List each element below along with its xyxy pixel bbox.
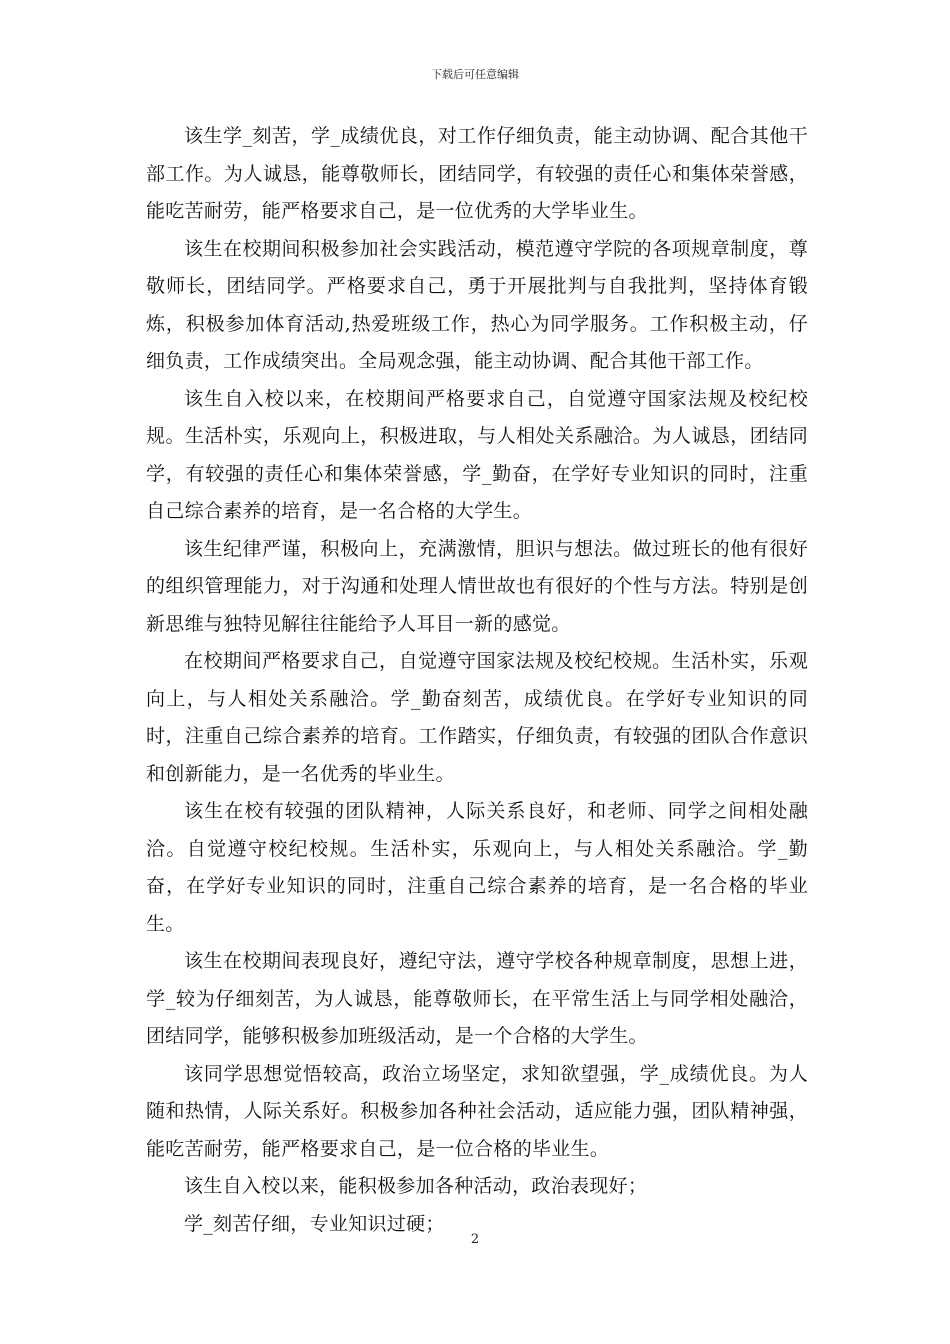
document-body xyxy=(146,118,808,1243)
paragraph-9: 该生自入校以来，能积极参加各种活动，政治表现好； xyxy=(184,1175,648,1197)
paragraph-7: 该生在校期间表现良好，遵纪守法，遵守学校各种规章制度，思想上进，学_较为仔细刻苦，为人诚恳，能尊敬师长，在平常生活上与同学相处融洽，团结同学，能够积极参加班级活动，是一个合格的大学生。 xyxy=(146,950,808,1047)
paragraph-2: 该生在校期间积极参加社会实践活动，模范遵守学院的各项规章制度，尊敬师长，团结同学。严格要求自己，勇于开展批判与自我批判，坚持体育锻炼，积极参加体育活动,热爱班级工作，热心为同学服务。工作积极主动，仔细负责，工作成绩突出。全局观念强，能主动协调、配合其他干部工作。 xyxy=(146,237,808,372)
page-number: 2 xyxy=(470,1232,480,1247)
paragraph-1: 该生学_刻苦，学_成绩优良，对工作仔细负责，能主动协调、配合其他干部工作。为人诚恳，能尊敬师长，团结同学，有较强的责任心和集体荣誉感，能吃苦耐劳，能严格要求自己，是一位优秀的大学毕业生。 xyxy=(146,125,808,222)
paragraph-4: 该生纪律严谨，积极向上，充满激情，胆识与想法。做过班长的他有很好的组织管理能力，对于沟通和处理人情世故也有很好的个性与方法。特别是创新思维与独特见解往往能给予人耳目一新的感觉。 xyxy=(146,537,808,635)
paragraph-10: 学_刻苦仔细，专业知识过硬； xyxy=(184,1212,445,1235)
paragraph-6: 该生在校有较强的团队精神，人际关系良好，和老师、同学之间相处融洽。自觉遵守校纪校规。生活朴实，乐观向上，与人相处关系融洽。学_勤奋，在学好专业知识的同时，注重自己综合素养的培育，是一名合格的毕业生。 xyxy=(146,800,808,935)
paragraph-5: 在校期间严格要求自己，自觉遵守国家法规及校纪校规。生活朴实，乐观向上，与人相处关系融洽。学_勤奋刻苦，成绩优良。在学好专业知识的同时，注重自己综合素养的培育。工作踏实，仔细负责，有较强的团队合作意识和创新能力，是一名优秀的毕业生。 xyxy=(146,650,808,785)
paragraph-3: 该生自入校以来，在校期间严格要求自己，自觉遵守国家法规及校纪校规。生活朴实，乐观向上，积极进取，与人相处关系融洽。为人诚恳，团结同学，有较强的责任心和集体荣誉感，学_勤奋，在学好专业知识的同时，注重自己综合素养的培育，是一名合格的大学生。 xyxy=(146,387,808,522)
paragraph-8: 该同学思想觉悟较高，政治立场坚定，求知欲望强，学_成绩优良。为人随和热情，人际关系好。积极参加各种社会活动，适应能力强，团队精神强，能吃苦耐劳，能严格要求自己，是一位合格的毕业生。 xyxy=(146,1062,808,1160)
page-header: 下载后可任意编辑 xyxy=(431,68,519,81)
